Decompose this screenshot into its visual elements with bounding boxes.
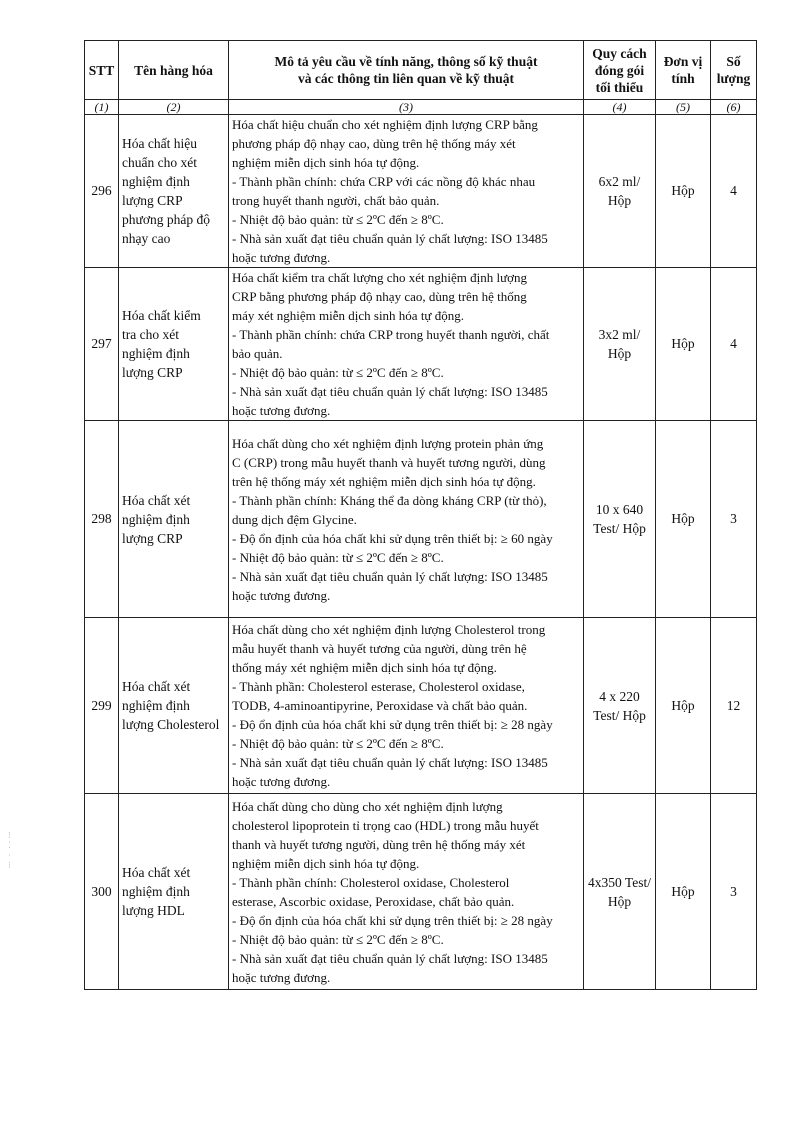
- description-line: cholesterol lipoprotein tỉ trọng cao (HDL) trong mẫu huyết: [232, 817, 539, 833]
- description-line: bảo quản.: [232, 346, 283, 361]
- description-line: CRP bằng phương pháp độ nhạy cao, dùng trên hệ thống: [232, 289, 527, 304]
- item-name-line: nghiệm định: [122, 884, 190, 899]
- row-quantity: 12: [711, 618, 757, 794]
- row-packaging: [584, 618, 656, 794]
- description-line: - Thành phần: Cholesterol esterase, Cholesterol oxidase,: [232, 679, 525, 694]
- description-line: hoặc tương đương.: [232, 250, 331, 265]
- header-quantity-line: Số: [726, 54, 741, 69]
- description-line: esterase, Ascorbic oxidase, Peroxidase, chất bảo quản.: [232, 893, 515, 909]
- description-line: Hóa chất dùng cho xét nghiệm định lượng protein phản ứng: [232, 435, 544, 451]
- row-unit: Hộp: [656, 618, 711, 794]
- description-line: C (CRP) trong mẫu huyết thanh và huyết tương người, dùng: [232, 454, 546, 470]
- description-line: dung dịch đệm Glycine.: [232, 511, 357, 527]
- row-packaging: [584, 115, 656, 268]
- column-number: (5): [656, 100, 711, 115]
- packaging-line: 4x350 Test/: [588, 874, 651, 890]
- header-stt: STT: [85, 41, 119, 100]
- header-packaging-line: Quy cách: [592, 45, 647, 61]
- column-number: (3): [229, 100, 584, 115]
- item-name-line: nghiệm định: [122, 511, 190, 527]
- description-line: hoặc tương đương.: [232, 587, 331, 603]
- item-name-line: Hóa chất xét: [122, 679, 191, 694]
- description-line: TODB, 4-aminoantipyrine, Peroxidase và chất bảo quản.: [232, 698, 528, 713]
- table-row: [85, 115, 757, 268]
- description-line: phương pháp độ nhạy cao, dùng trên hệ thống máy xét: [232, 136, 516, 151]
- header-packaging: [584, 41, 656, 100]
- item-name-line: nhạy cao: [122, 231, 171, 246]
- description-line: Hóa chất dùng cho xét nghiệm định lượng Cholesterol trong: [232, 622, 546, 637]
- row-stt: 300: [85, 794, 119, 990]
- packaging-line: Test/ Hộp: [593, 707, 646, 723]
- row-unit: Hộp: [656, 794, 711, 990]
- row-description: [229, 794, 584, 990]
- row-stt: 297: [85, 268, 119, 421]
- row-item-name: [119, 794, 229, 990]
- row-stt: 298: [85, 421, 119, 618]
- item-name-line: lượng Cholesterol: [122, 717, 220, 732]
- row-item-name: [119, 115, 229, 268]
- item-name-line: chuẩn cho xét: [122, 155, 197, 170]
- row-packaging: [584, 268, 656, 421]
- column-number: (1): [85, 100, 119, 115]
- description-line: - Nhiệt độ bảo quản: từ ≤ 2ºC đến ≥ 8ºC.: [232, 931, 444, 947]
- description-line: - Thành phần chính: chứa CRP với các nồng độ khác nhau: [232, 174, 536, 189]
- column-number: (2): [119, 100, 229, 115]
- row-quantity: 3: [711, 421, 757, 618]
- description-line: hoặc tương đương.: [232, 969, 331, 985]
- description-line: - Thành phần chính: chứa CRP trong huyết thanh người, chất: [232, 327, 550, 342]
- item-name-line: lượng HDL: [122, 903, 185, 918]
- description-line: - Nhà sản xuất đạt tiêu chuẩn quản lý chất lượng: ISO 13485: [232, 755, 548, 770]
- header-unit: [656, 41, 711, 100]
- item-name-line: Hóa chất hiệu: [122, 136, 197, 151]
- row-quantity: 4: [711, 115, 757, 268]
- item-name-line: nghiệm định: [122, 174, 190, 189]
- description-line: - Độ ổn định của hóa chất khi sử dụng trên thiết bị: ≥ 60 ngày: [232, 530, 553, 546]
- scan-margin-mark: ⁝ ⁚ · ⁝: [8, 830, 11, 870]
- packaging-line: Test/ Hộp: [593, 521, 646, 536]
- packaging-line: 6x2 ml/: [598, 174, 641, 189]
- row-unit: Hộp: [656, 268, 711, 421]
- description-line: - Nhà sản xuất đạt tiêu chuẩn quản lý chất lượng: ISO 13485: [232, 950, 548, 966]
- header-description-line: và các thông tin liên quan về kỹ thuật: [297, 71, 515, 86]
- column-number-row: [85, 100, 757, 115]
- item-name-line: Hóa chất kiểm: [122, 308, 201, 323]
- item-name-line: nghiệm định: [122, 346, 190, 361]
- description-line: trên hệ thống máy xét nghiệm miễn dịch sinh hóa tự động.: [232, 473, 536, 489]
- description-line: máy xét nghiệm miễn dịch sinh hóa tự động.: [232, 308, 464, 323]
- description-line: - Nhiệt độ bảo quản: từ ≤ 2ºC đến ≥ 8ºC.: [232, 736, 444, 751]
- row-description: [229, 115, 584, 268]
- row-item-name: [119, 268, 229, 421]
- description-line: - Thành phần chính: Cholesterol oxidase, Cholesterol: [232, 874, 510, 890]
- row-quantity: 3: [711, 794, 757, 990]
- row-stt: 299: [85, 618, 119, 794]
- description-line: mẫu huyết thanh và huyết tương của người, dùng trên hệ: [232, 641, 527, 656]
- header-name: Tên hàng hóa: [119, 41, 229, 100]
- item-name-line: Hóa chất xét: [122, 492, 191, 508]
- packaging-line: 10 x 640: [595, 502, 644, 517]
- description-line: - Độ ổn định của hóa chất khi sử dụng trên thiết bị: ≥ 28 ngày: [232, 912, 553, 928]
- table-row: [85, 421, 757, 618]
- packaging-line: 3x2 ml/: [598, 327, 641, 342]
- header-description: [229, 41, 584, 100]
- header-packaging-line: tối thiểu: [595, 79, 644, 95]
- row-unit: Hộp: [656, 115, 711, 268]
- packaging-line: Hộp: [607, 193, 632, 208]
- item-name-line: lượng CRP: [122, 530, 183, 546]
- header-row: [85, 41, 757, 100]
- item-name-line: tra cho xét: [122, 327, 179, 342]
- description-line: hoặc tương đương.: [232, 774, 331, 789]
- header-description-line: Mô tả yêu cầu về tính năng, thông số kỹ thuật: [274, 54, 538, 69]
- table-row: [85, 268, 757, 421]
- row-unit: Hộp: [656, 421, 711, 618]
- specification-table: [84, 40, 757, 990]
- description-line: hoặc tương đương.: [232, 403, 331, 418]
- row-description: [229, 268, 584, 421]
- description-line: - Nhiệt độ bảo quản: từ ≤ 2ºC đến ≥ 8ºC.: [232, 549, 444, 565]
- header-unit-line: Đơn vị: [663, 54, 703, 69]
- description-line: - Nhà sản xuất đạt tiêu chuẩn quản lý chất lượng: ISO 13485: [232, 231, 548, 246]
- description-line: - Nhiệt độ bảo quản: từ ≤ 2ºC đến ≥ 8ºC.: [232, 212, 444, 227]
- description-line: Hóa chất dùng cho dùng cho xét nghiệm định lượng: [232, 798, 503, 814]
- item-name-line: phương pháp độ: [122, 212, 210, 227]
- header-unit-line: tính: [671, 71, 695, 86]
- description-line: nghiệm miễn dịch sinh hóa tự động.: [232, 155, 420, 170]
- item-name-line: Hóa chất xét: [122, 865, 191, 880]
- header-packaging-line: đóng gói: [594, 62, 645, 78]
- row-item-name: [119, 421, 229, 618]
- packaging-line: Hộp: [607, 346, 632, 361]
- description-line: trong huyết thanh người, chất bảo quản.: [232, 193, 440, 208]
- packaging-line: 4 x 220: [599, 688, 640, 704]
- description-line: thống máy xét nghiệm miễn dịch sinh hóa tự động.: [232, 660, 497, 675]
- description-line: thanh và huyết tương người, dùng trên hệ thống máy xét: [232, 836, 526, 852]
- description-line: - Nhà sản xuất đạt tiêu chuẩn quản lý chất lượng: ISO 13485: [232, 384, 548, 399]
- header-quantity-line: lượng: [716, 71, 751, 86]
- row-packaging: [584, 421, 656, 618]
- table-row: [85, 794, 757, 990]
- column-number: (6): [711, 100, 757, 115]
- table-row: [85, 618, 757, 794]
- row-item-name: [119, 618, 229, 794]
- row-description: [229, 618, 584, 794]
- description-line: - Nhà sản xuất đạt tiêu chuẩn quản lý chất lượng: ISO 13485: [232, 568, 548, 584]
- description-line: nghiệm miễn dịch sinh hóa tự động.: [232, 855, 420, 871]
- description-line: Hóa chất hiệu chuẩn cho xét nghiệm định lượng CRP bằng: [232, 117, 538, 132]
- item-name-line: nghiệm định: [122, 698, 190, 713]
- item-name-line: lượng CRP: [122, 193, 183, 208]
- row-packaging: [584, 794, 656, 990]
- packaging-line: Hộp: [607, 893, 632, 909]
- description-line: Hóa chất kiểm tra chất lượng cho xét nghiệm định lượng: [232, 270, 527, 285]
- description-line: - Thành phần chính: Kháng thể đa dòng kháng CRP (từ thỏ),: [232, 492, 547, 508]
- row-description: [229, 421, 584, 618]
- header-quantity: [711, 41, 757, 100]
- row-stt: 296: [85, 115, 119, 268]
- item-name-line: lượng CRP: [122, 365, 183, 380]
- column-number: (4): [584, 100, 656, 115]
- row-quantity: 4: [711, 268, 757, 421]
- description-line: - Độ ổn định của hóa chất khi sử dụng trên thiết bị: ≥ 28 ngày: [232, 717, 553, 732]
- description-line: - Nhiệt độ bảo quản: từ ≤ 2ºC đến ≥ 8ºC.: [232, 365, 444, 380]
